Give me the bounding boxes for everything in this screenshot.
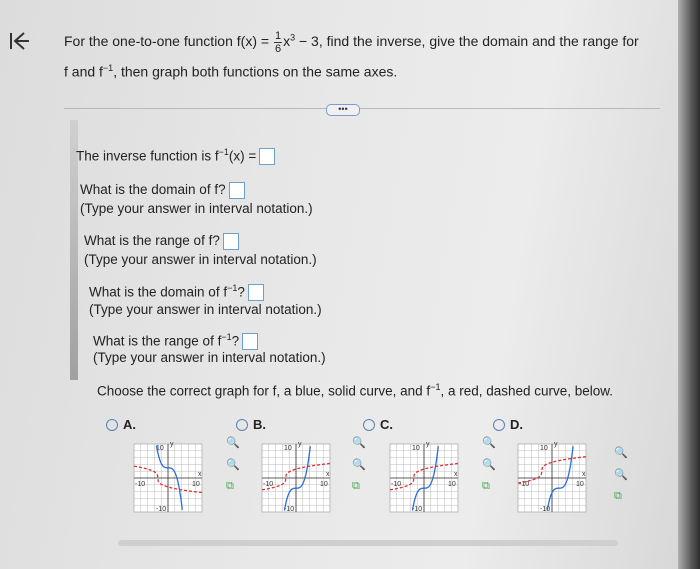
more-button[interactable]: •••	[326, 104, 360, 116]
x-max-label: 10	[576, 481, 584, 488]
x-max-label: 10	[192, 481, 200, 488]
y-max-label: 10	[412, 445, 420, 452]
range-inverse-question: What is the range of $f^{-1}$?	[93, 332, 258, 350]
radio-c[interactable]	[363, 419, 375, 431]
range-inverse-answer-box[interactable]	[242, 333, 258, 350]
graph-a[interactable]	[126, 436, 210, 520]
y-axis-label: y	[426, 441, 430, 448]
graph-c[interactable]	[382, 436, 466, 520]
radio-d[interactable]	[493, 419, 505, 431]
domain-inverse-hint: (Type your answer in interval notation.)	[89, 302, 322, 317]
expand-icon[interactable]: ⧉	[226, 480, 234, 492]
x-max-label: 10	[320, 481, 328, 488]
zoom-out-icon[interactable]: 🔍	[352, 459, 366, 471]
graph-d-tools	[614, 446, 628, 512]
x-axis-label: x	[326, 471, 330, 478]
fraction: $\frac{1}{6}$	[274, 30, 282, 55]
option-a[interactable]: A.	[106, 416, 136, 434]
zoom-in-icon[interactable]: 🔍	[352, 437, 366, 449]
radio-a[interactable]	[106, 419, 118, 431]
x-axis-label: x	[582, 471, 586, 478]
x-min-label: -10	[519, 481, 530, 488]
back-to-first-icon[interactable]	[8, 30, 30, 59]
zoom-out-icon[interactable]: 🔍	[482, 459, 496, 471]
domain-inverse-answer-box[interactable]	[248, 284, 264, 301]
x-axis-label: x	[454, 471, 458, 478]
x-min-label: -10	[263, 481, 274, 488]
x-axis-label: x	[198, 471, 202, 478]
y-max-label: 10	[156, 445, 164, 452]
question-line-1: For the one-to-one function f(x) = $\frac{1}{6}$ $x^3 - 3$, find the inverse, give the domain and the range for	[64, 30, 639, 55]
y-axis-label: y	[170, 441, 174, 448]
choose-graph-instruction: Choose the correct graph for f, a blue, solid curve, and $f^{-1}$, a red, dashed curve, below.	[97, 382, 614, 399]
y-axis-label: y	[554, 441, 558, 448]
option-d[interactable]: D.	[493, 416, 523, 434]
y-min-label: -10	[540, 506, 551, 513]
screen-edge	[678, 0, 700, 569]
zoom-out-icon[interactable]: 🔍	[226, 459, 240, 471]
zoom-out-icon[interactable]: 🔍	[614, 469, 628, 481]
y-min-label: -10	[284, 506, 295, 513]
x-min-label: -10	[391, 481, 402, 488]
y-min-label: -10	[156, 506, 167, 513]
zoom-in-icon[interactable]: 🔍	[614, 447, 628, 459]
zoom-in-icon[interactable]: 🔍	[226, 437, 240, 449]
x-min-label: -10	[135, 481, 146, 488]
range-f-hint: (Type your answer in interval notation.)	[84, 252, 317, 267]
graph-b-tools	[352, 436, 366, 502]
inverse-function-line: The inverse function is $f^{-1}(x)$ =	[76, 147, 275, 165]
divider	[64, 108, 660, 109]
range-f-answer-box[interactable]	[223, 233, 239, 250]
range-inverse-hint: (Type your answer in interval notation.)	[93, 350, 326, 365]
inverse-answer-box[interactable]	[259, 148, 275, 165]
option-c[interactable]: C.	[363, 416, 393, 434]
y-min-label: -10	[412, 506, 423, 513]
expand-icon[interactable]: ⧉	[482, 480, 490, 492]
horizontal-scrollbar[interactable]	[118, 540, 618, 546]
radio-b[interactable]	[236, 419, 248, 431]
y-axis-label: y	[298, 441, 302, 448]
domain-inverse-question: What is the domain of $f^{-1}$?	[89, 283, 264, 301]
graph-a-tools	[226, 436, 240, 502]
option-b[interactable]: B.	[236, 416, 266, 434]
graph-c-tools	[482, 436, 496, 502]
zoom-in-icon[interactable]: 🔍	[482, 437, 496, 449]
graph-b[interactable]	[254, 436, 338, 520]
range-f-question: What is the range of f?	[84, 233, 239, 250]
x-max-label: 10	[448, 481, 456, 488]
y-max-label: 10	[284, 445, 292, 452]
domain-f-answer-box[interactable]	[229, 182, 245, 199]
expand-icon[interactable]: ⧉	[614, 490, 622, 502]
y-max-label: 10	[540, 445, 548, 452]
domain-f-question: What is the domain of f?	[80, 182, 245, 199]
domain-f-hint: (Type your answer in interval notation.)	[80, 201, 313, 216]
question-line-2: f and $f^{-1}$, then graph both functions on the same axes.	[64, 63, 398, 80]
graph-d[interactable]	[510, 436, 594, 520]
expand-icon[interactable]: ⧉	[352, 480, 360, 492]
